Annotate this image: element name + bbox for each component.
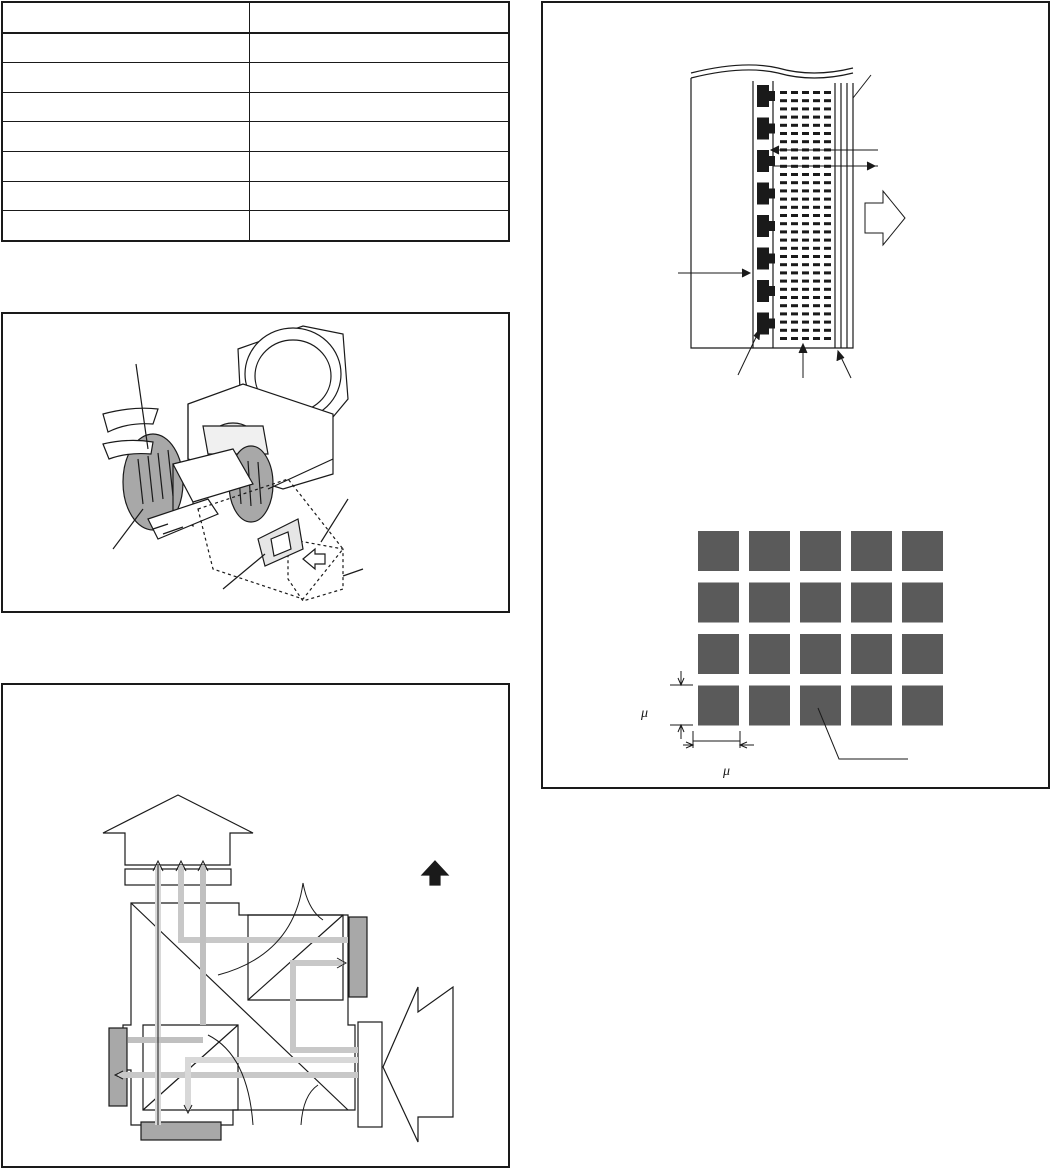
- table-cell: [2, 122, 250, 152]
- table-row: [2, 63, 509, 93]
- panel-cross-section: [543, 3, 1048, 787]
- lc-dash: [824, 239, 831, 242]
- lc-dash: [813, 329, 820, 332]
- lc-dash: [780, 189, 787, 192]
- light-path-figure: [1, 683, 510, 1168]
- lc-dash: [791, 230, 798, 233]
- table-row: [2, 211, 509, 241]
- lc-dash: [813, 116, 820, 119]
- lc-dash: [791, 304, 798, 307]
- lc-dash: [780, 198, 787, 201]
- lc-dash: [824, 181, 831, 184]
- lc-dash: [802, 280, 809, 283]
- lc-dash: [813, 239, 820, 242]
- lc-dash: [780, 214, 787, 217]
- lc-dash: [780, 304, 787, 307]
- lc-dash: [780, 280, 787, 283]
- table-cell: [250, 63, 510, 93]
- lc-dash: [802, 271, 809, 274]
- lc-dash: [802, 132, 809, 135]
- lc-dash: [802, 304, 809, 307]
- lc-dash: [780, 206, 787, 209]
- optical-engine-drawing: [3, 314, 508, 611]
- table-cell: [2, 2, 250, 33]
- lc-dash: [802, 181, 809, 184]
- lc-dash: [813, 157, 820, 160]
- lc-dash: [824, 157, 831, 160]
- lc-dash: [802, 321, 809, 324]
- pixel-cell: [851, 583, 892, 623]
- lc-dash: [780, 157, 787, 160]
- lc-dash: [802, 91, 809, 94]
- lc-dash: [791, 132, 798, 135]
- lc-dash: [813, 214, 820, 217]
- lc-dash: [813, 132, 820, 135]
- pixel-cell: [749, 531, 790, 571]
- table-cell: [250, 92, 510, 122]
- table-row: [2, 122, 509, 152]
- lc-dash: [780, 116, 787, 119]
- lc-dash: [791, 206, 798, 209]
- lc-dash: [802, 312, 809, 315]
- lc-dash: [802, 173, 809, 176]
- lc-dash: [780, 107, 787, 110]
- lc-dash: [824, 116, 831, 119]
- lc-dash: [813, 312, 820, 315]
- table-row: [2, 181, 509, 211]
- lc-dash: [791, 173, 798, 176]
- lc-dash: [813, 230, 820, 233]
- lc-dash: [824, 304, 831, 307]
- lc-dash: [824, 107, 831, 110]
- lc-dash: [780, 230, 787, 233]
- lc-dash: [780, 181, 787, 184]
- table-row: [2, 33, 509, 63]
- lc-dash: [824, 91, 831, 94]
- lc-dash: [791, 271, 798, 274]
- lc-dash: [791, 124, 798, 127]
- lc-dash: [791, 99, 798, 102]
- lc-dash: [780, 271, 787, 274]
- pixel-cell: [800, 531, 841, 571]
- pixel-cell: [749, 634, 790, 674]
- pixel-cell: [749, 686, 790, 726]
- lc-dash: [813, 255, 820, 258]
- lc-dash: [780, 321, 787, 324]
- lc-dash: [802, 214, 809, 217]
- lc-dash: [813, 107, 820, 110]
- light-path-drawing: [3, 685, 508, 1166]
- pixel-cell: [851, 686, 892, 726]
- lc-dash: [802, 222, 809, 225]
- lc-dash: [813, 280, 820, 283]
- lc-dash: [824, 271, 831, 274]
- lc-dash: [791, 263, 798, 266]
- pixel-cell: [698, 686, 739, 726]
- lc-dash: [813, 198, 820, 201]
- lc-dash: [780, 337, 787, 340]
- lc-dash: [802, 263, 809, 266]
- lc-dash: [791, 321, 798, 324]
- lc-dash: [824, 329, 831, 332]
- lc-dash: [813, 288, 820, 291]
- lc-dash: [802, 247, 809, 250]
- lc-dash: [780, 263, 787, 266]
- lc-dash: [780, 173, 787, 176]
- lc-dash: [824, 321, 831, 324]
- lc-dash: [791, 189, 798, 192]
- lc-dash: [813, 321, 820, 324]
- lc-dash: [824, 337, 831, 340]
- lc-dash: [791, 337, 798, 340]
- pixel-cell: [698, 583, 739, 623]
- table-cell: [250, 181, 510, 211]
- lc-dash: [802, 157, 809, 160]
- pixel-grid: [698, 531, 943, 726]
- optical-engine-figure: [1, 312, 510, 613]
- table-row: [2, 152, 509, 182]
- table-cell: [2, 181, 250, 211]
- lc-dash: [824, 99, 831, 102]
- lc-dash: [780, 247, 787, 250]
- lc-dash: [824, 288, 831, 291]
- lc-dash: [791, 157, 798, 160]
- pixel-cell: [749, 583, 790, 623]
- lc-dash: [791, 198, 798, 201]
- lc-dash: [780, 99, 787, 102]
- lc-dash: [824, 189, 831, 192]
- table-cell: [2, 152, 250, 182]
- lc-dash: [780, 132, 787, 135]
- pixel-cell: [698, 634, 739, 674]
- lc-dash: [780, 140, 787, 143]
- lc-dash: [802, 206, 809, 209]
- lc-dash: [802, 337, 809, 340]
- lc-dash: [802, 239, 809, 242]
- lc-dash: [802, 124, 809, 127]
- lc-dash: [813, 206, 820, 209]
- lc-dash: [802, 107, 809, 110]
- lc-dash: [791, 239, 798, 242]
- lc-dash: [824, 296, 831, 299]
- lc-dash: [791, 247, 798, 250]
- lc-dash: [824, 206, 831, 209]
- lc-dash: [813, 173, 820, 176]
- pixel-cell: [902, 531, 943, 571]
- lc-dash: [791, 296, 798, 299]
- lc-dash: [813, 296, 820, 299]
- table-cell: [2, 92, 250, 122]
- lc-dash: [802, 255, 809, 258]
- lc-dash: [824, 173, 831, 176]
- lc-dash: [791, 181, 798, 184]
- lc-dash: [802, 296, 809, 299]
- lc-dash: [813, 222, 820, 225]
- lc-dash: [780, 239, 787, 242]
- lc-dash: [824, 140, 831, 143]
- lc-dash: [802, 99, 809, 102]
- lc-dash: [791, 214, 798, 217]
- lc-dash: [824, 230, 831, 233]
- table-row: [2, 92, 509, 122]
- table-cell: [250, 211, 510, 241]
- table-cell: [2, 33, 250, 63]
- lc-dash: [791, 329, 798, 332]
- lc-dash: [824, 222, 831, 225]
- lc-dash: [791, 255, 798, 258]
- lc-dash: [802, 230, 809, 233]
- lc-dash: [780, 329, 787, 332]
- lc-dash: [791, 116, 798, 119]
- lc-dash: [780, 312, 787, 315]
- table-cell: [2, 211, 250, 241]
- lc-dash: [780, 91, 787, 94]
- lc-dash: [824, 124, 831, 127]
- pixel-cell: [851, 531, 892, 571]
- lc-dash: [813, 189, 820, 192]
- pixel-cell: [800, 583, 841, 623]
- lc-dash: [824, 255, 831, 258]
- lc-dash: [813, 181, 820, 184]
- lc-dash: [824, 198, 831, 201]
- lc-dash: [813, 271, 820, 274]
- lc-dash: [813, 140, 820, 143]
- lc-dash: [780, 288, 787, 291]
- table-cell: [2, 63, 250, 93]
- pixel-cell: [902, 686, 943, 726]
- pixel-cell: [851, 634, 892, 674]
- lc-dash: [824, 132, 831, 135]
- panel-detail-figure: [541, 1, 1050, 789]
- lc-dash: [802, 288, 809, 291]
- lc-dash: [802, 140, 809, 143]
- lc-dash: [791, 91, 798, 94]
- lc-dash: [813, 247, 820, 250]
- pixel-width-unit: μ: [723, 764, 731, 779]
- lc-dash: [780, 124, 787, 127]
- pixel-cell: [698, 531, 739, 571]
- lc-dash: [802, 198, 809, 201]
- table-cell: [250, 122, 510, 152]
- lc-dash: [791, 140, 798, 143]
- lc-dash: [791, 312, 798, 315]
- lc-dash: [791, 107, 798, 110]
- pixel-cell: [902, 583, 943, 623]
- lc-dash: [780, 222, 787, 225]
- pixel-cell: [902, 634, 943, 674]
- pixel-cell: [800, 686, 841, 726]
- lc-dash: [813, 263, 820, 266]
- lc-dash: [791, 222, 798, 225]
- pixel-height-unit: μ: [641, 706, 649, 721]
- lc-dash: [824, 280, 831, 283]
- table-cell: [250, 152, 510, 182]
- lc-dash: [802, 189, 809, 192]
- lc-dash: [791, 288, 798, 291]
- table-row: [2, 2, 509, 33]
- lc-dash: [813, 337, 820, 340]
- lc-dash: [791, 280, 798, 283]
- lc-dash: [813, 124, 820, 127]
- spec-table: [1, 1, 510, 242]
- lc-dash: [780, 296, 787, 299]
- lc-dash: [813, 91, 820, 94]
- lc-dash: [802, 116, 809, 119]
- lc-dash: [824, 247, 831, 250]
- lc-dash: [813, 304, 820, 307]
- lc-dash: [813, 99, 820, 102]
- lc-dash: [802, 329, 809, 332]
- table-cell: [250, 2, 510, 33]
- table-cell: [250, 33, 510, 63]
- lc-dash: [824, 214, 831, 217]
- pixel-cell: [800, 634, 841, 674]
- lc-dash: [824, 263, 831, 266]
- lc-dash: [780, 255, 787, 258]
- lc-dash: [824, 312, 831, 315]
